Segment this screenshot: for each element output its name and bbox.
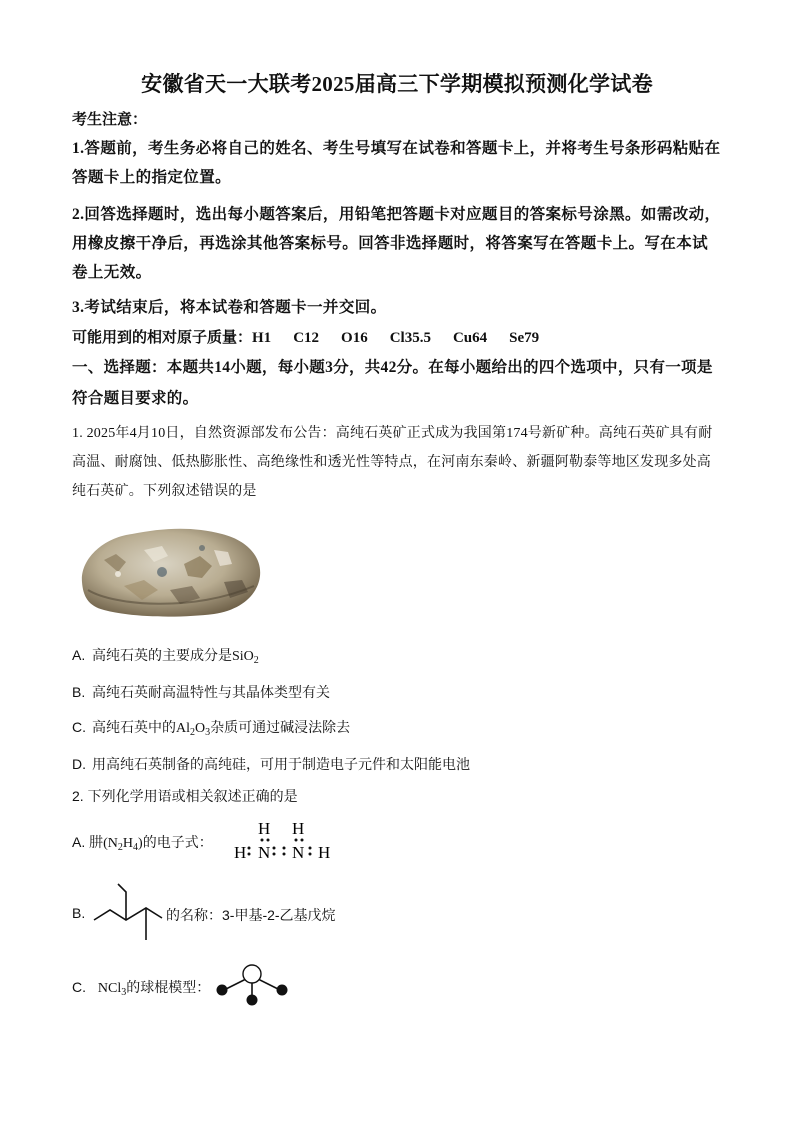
q2-option-a[interactable] xyxy=(72,832,213,853)
option-label: B. xyxy=(72,684,86,700)
option-text: 高纯石英的主要成分是 xyxy=(92,647,232,663)
q1-option-d[interactable] xyxy=(72,754,470,774)
mass-item: Cl35.5 xyxy=(389,330,431,346)
notice-item-2: 2.回答选择题时，选出每小题答案后，用铅笔把答题卡对应题目的答案标号涂黑。如需改动，用橡皮擦干净后，再选涂其他答案标号。回答非选择题时，将答案写在答题卡上。写在本试卷上无效。 xyxy=(72,206,721,281)
hydrazine-electron-formula xyxy=(232,818,342,864)
chem-formula: ) xyxy=(138,836,143,851)
atom-label: H xyxy=(258,819,271,838)
option-label: C. xyxy=(72,719,86,735)
atom-label: H xyxy=(234,843,247,862)
chem-formula: O xyxy=(195,721,206,736)
option-text: 高纯石英中的 xyxy=(92,719,176,735)
chem-formula: H xyxy=(122,836,134,851)
notice-item-1: 1.答题前，考生务必将自己的姓名、考生号填写在试卷和答题卡上，并将考生号条形码粘贴在答题卡上的指定位置。 xyxy=(72,140,721,186)
option-text: 的球棍模型： xyxy=(126,979,211,995)
option-text: 杂质可通过碱浸法除去 xyxy=(210,719,351,735)
mass-item: H1 xyxy=(252,330,272,346)
page-title: 安徽省天一大联考2025届高三下学期模拟预测化学试卷 xyxy=(141,72,653,96)
option-text: 肼 xyxy=(89,834,104,850)
mass-item: Cu64 xyxy=(452,330,488,346)
chem-formula: SiO xyxy=(232,649,254,664)
atomic-masses xyxy=(72,326,561,347)
option-label: D. xyxy=(72,756,86,772)
atomic-masses-label: 可能用到的相对原子质量： xyxy=(72,330,253,346)
option-label: C. xyxy=(72,979,86,995)
chem-formula: Al xyxy=(176,721,190,736)
mass-item: Se79 xyxy=(509,330,540,346)
formula-subscript: 2 xyxy=(253,655,259,666)
formula-subscript: 3 xyxy=(205,727,211,738)
ncl3-ball-stick-model xyxy=(212,962,292,1008)
option-label: B. xyxy=(72,905,86,921)
option-text: 高纯石英耐高温特性与其晶体类型有关 xyxy=(92,684,330,700)
mass-item: O16 xyxy=(341,330,368,346)
q1-option-b[interactable] xyxy=(72,682,330,702)
atom-label: N xyxy=(292,843,305,862)
q2-option-b[interactable] xyxy=(72,905,85,921)
section-heading: 一、选择题：本题共14小题，每小题3分，共42分。在每小题给出的四个选项中，只有一项是符合题目要求的。 xyxy=(72,359,713,407)
q2-option-b-name: 的名称：3-甲基-2-乙基戊烷 xyxy=(166,907,336,923)
formula-subscript: 3 xyxy=(121,987,127,998)
formula-subscript: 2 xyxy=(117,842,123,853)
skeletal-formula xyxy=(90,878,170,946)
option-text: 用高纯石英制备的高纯硅，可用于制造电子元件和太阳能电池 xyxy=(92,756,470,772)
formula-subscript: 4 xyxy=(133,842,139,853)
quartz-ore-image xyxy=(74,520,266,620)
q1-option-a[interactable] xyxy=(72,645,259,666)
option-label: A. xyxy=(72,647,86,663)
q1-option-c[interactable] xyxy=(72,717,350,738)
question-1-stem: 1. 2025年4月10日，自然资源部发布公告：高纯石英矿正式成为我国第174号新矿种。高纯石英矿具有耐高温、耐腐蚀、低热膨胀性、高绝缘性和透光性等特点，在河南东秦岭、新疆阿勒泰等地区发现多处高纯石英矿。下列叙述错误的是 xyxy=(72,426,713,499)
chem-formula: (N xyxy=(103,836,118,851)
notice-item-3: 3.考试结束后，将本试卷和答题卡一并交回。 xyxy=(72,299,387,316)
question-2-stem: 2. 下列化学用语或相关叙述正确的是 xyxy=(72,788,298,804)
atom-label: N xyxy=(258,843,271,862)
option-text: 的电子式： xyxy=(142,834,213,850)
q2-option-c[interactable] xyxy=(72,977,210,998)
mass-item: C12 xyxy=(293,330,320,346)
atom-label: H xyxy=(292,819,305,838)
formula-subscript: 2 xyxy=(190,727,195,738)
chem-formula: NCl xyxy=(97,981,122,996)
option-label: A. xyxy=(72,834,86,850)
notice-heading: 考生注意： xyxy=(72,112,148,128)
atom-label: H xyxy=(318,843,331,862)
